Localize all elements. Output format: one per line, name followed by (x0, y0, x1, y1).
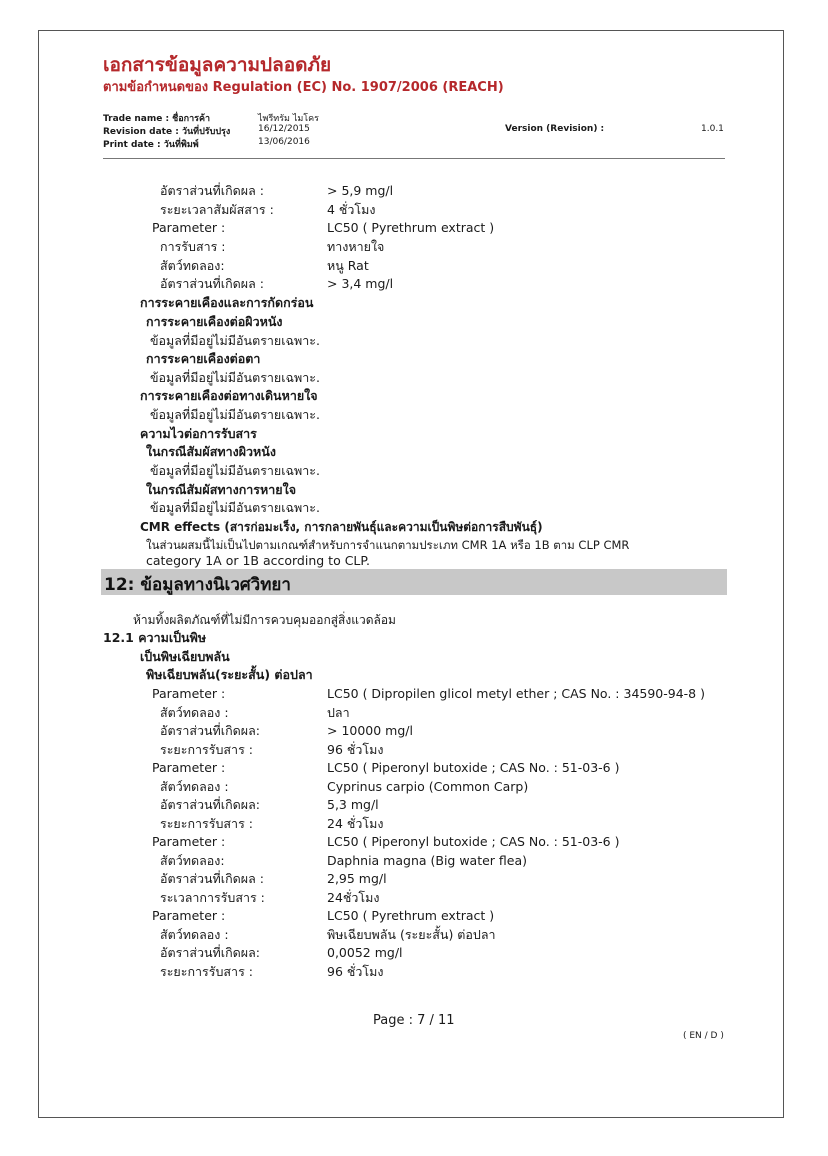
acute-fish-heading: พิษเฉียบพลัน(ระยะสั้น) ต่อปลา (146, 667, 313, 682)
tox-value-4: ทางหายใจ (327, 239, 385, 254)
print-date-label: Print date : วันที่พิมพ์ (103, 140, 199, 150)
cmr-heading: CMR effects (สารก่อมะเร็ง, การกลายพันธุ์และความเป็นพิษต่อการสืบพันธุ์) (140, 520, 543, 534)
acute-toxicity-heading: เป็นพิษเฉียบพลัน (140, 649, 230, 664)
version-label: Version (Revision) : (505, 124, 605, 134)
sensitization-heading: ความไวต่อการรับสาร (140, 426, 257, 441)
eco-time-label: ระเวลาการรับสาร : (160, 890, 265, 905)
trade-name-label: Trade name : ชื่อการค้า (103, 114, 211, 124)
version-value: 1.0.1 (701, 124, 724, 134)
eco-time-value: 96 ชั่วโมง (327, 964, 384, 979)
eco-time-value: 24 ชั่วโมง (327, 816, 384, 831)
tox-value-2: 4 ชั่วโมง (327, 202, 376, 217)
eco-animal-label: สัตว์ทดลอง : (160, 779, 229, 794)
print-date-value: 13/06/2016 (258, 137, 310, 147)
skin-contact-heading: ในกรณีสัมผัสทางผิวหนัง (146, 444, 276, 459)
eye-irritation-text: ข้อมูลที่มีอยู่ไม่มีอันตรายเฉพาะ. (150, 370, 320, 385)
eco-param-value: LC50 ( Piperonyl butoxide ; CAS No. : 51-03-6 ) (327, 834, 620, 849)
toxicity-subheading: 12.1 ความเป็นพิษ (103, 630, 207, 645)
eco-time-label: ระยะการรับสาร : (160, 816, 253, 831)
eco-param-value: LC50 ( Pyrethrum extract ) (327, 908, 495, 923)
eco-param-label: Parameter : (152, 686, 226, 701)
skin-contact-text: ข้อมูลที่มีอยู่ไม่มีอันตรายเฉพาะ. (150, 463, 320, 478)
eco-animal-value: ปลา (327, 705, 350, 720)
eco-animal-value: Daphnia magna (Big water flea) (327, 853, 528, 868)
eco-time-value: 24ชั่วโมง (327, 890, 380, 905)
eco-animal-value: พิษเฉียบพลัน (ระยะสั้น) ต่อปลา (327, 927, 496, 942)
eye-irritation-heading: การระคายเคืองต่อตา (146, 351, 261, 366)
skin-irritation-text: ข้อมูลที่มีอยู่ไม่มีอันตรายเฉพาะ. (150, 333, 320, 348)
section-12-title: 12: ข้อมูลทางนิเวศวิทยา (104, 575, 291, 595)
corrosion-heading: การระคายเคืองและการกัดกร่อน (140, 295, 314, 310)
tox-label-4: การรับสาร : (160, 239, 226, 254)
tox-value-1: > 5,9 mg/l (327, 183, 394, 198)
tox-label-6: อัตราส่วนที่เกิดผล : (160, 276, 264, 291)
eco-animal-label: สัตว์ทดลอง : (160, 927, 229, 942)
eco-time-label: ระยะการรับสาร : (160, 964, 253, 979)
eco-conc-value: 5,3 mg/l (327, 797, 379, 812)
resp-irritation-text: ข้อมูลที่มีอยู่ไม่มีอันตรายเฉพาะ. (150, 407, 320, 422)
inhalation-heading: ในกรณีสัมผัสทางการหายใจ (146, 482, 297, 497)
section-12-intro: ห้ามทิ้งผลิตภัณฑ์ที่ไม่มีการควบคุมออกสู่สิ่งแวดล้อม (133, 613, 396, 627)
eco-param-label: Parameter : (152, 834, 226, 849)
revision-date-label: Revision date : วันที่ปรับปรุง (103, 127, 231, 137)
eco-param-label: Parameter : (152, 908, 226, 923)
eco-conc-label: อัตราส่วนที่เกิดผล: (160, 945, 260, 960)
cmr-text-line2: category 1A or 1B according to CLP. (146, 553, 370, 568)
trade-name-value: ไพรีทรัม ไมโคร (258, 114, 320, 124)
cmr-text-line1: ในส่วนผสมนี้ไม่เป็นไปตามเกณฑ์สำหรับการจำแนกตามประเภท CMR 1A หรือ 1B ตาม CLP CMR (146, 538, 630, 552)
document-title: เอกสารข้อมูลความปลอดภัย (103, 54, 332, 76)
resp-irritation-heading: การระคายเคืองต่อทางเดินหายใจ (140, 388, 318, 403)
tox-label-2: ระยะเวลาสัมผัสสาร : (160, 202, 274, 217)
eco-conc-value: > 10000 mg/l (327, 723, 413, 738)
eco-conc-value: 2,95 mg/l (327, 871, 387, 886)
tox-label-1: อัตราส่วนที่เกิดผล : (160, 183, 264, 198)
tox-label-5: สัตว์ทดลอง: (160, 258, 225, 273)
page-number: Page : 7 / 11 (373, 1013, 455, 1028)
eco-param-value: LC50 ( Dipropilen glicol metyl ether ; CAS No. : 34590-94-8 ) (327, 686, 705, 701)
tox-value-5: หนู Rat (327, 258, 369, 273)
eco-conc-value: 0,0052 mg/l (327, 945, 403, 960)
eco-animal-label: สัตว์ทดลอง: (160, 853, 225, 868)
header-divider (103, 158, 725, 159)
revision-date-value: 16/12/2015 (258, 124, 310, 134)
eco-time-label: ระยะการรับสาร : (160, 742, 253, 757)
eco-param-value: LC50 ( Piperonyl butoxide ; CAS No. : 51-03-6 ) (327, 760, 620, 775)
eco-time-value: 96 ชั่วโมง (327, 742, 384, 757)
eco-animal-label: สัตว์ทดลอง : (160, 705, 229, 720)
tox-label-3: Parameter : (152, 220, 226, 235)
eco-animal-value: Cyprinus carpio (Common Carp) (327, 779, 529, 794)
tox-value-6: > 3,4 mg/l (327, 276, 394, 291)
skin-irritation-heading: การระคายเคืองต่อผิวหนัง (146, 314, 283, 329)
inhalation-text: ข้อมูลที่มีอยู่ไม่มีอันตรายเฉพาะ. (150, 500, 320, 515)
eco-conc-label: อัตราส่วนที่เกิดผล : (160, 871, 264, 886)
tox-value-3: LC50 ( Pyrethrum extract ) (327, 220, 495, 235)
eco-conc-label: อัตราส่วนที่เกิดผล: (160, 723, 260, 738)
document-subtitle: ตามข้อกำหนดของ Regulation (EC) No. 1907/2006 (REACH) (103, 80, 504, 95)
eco-param-label: Parameter : (152, 760, 226, 775)
language-code: ( EN / D ) (683, 1031, 724, 1041)
eco-conc-label: อัตราส่วนที่เกิดผล: (160, 797, 260, 812)
